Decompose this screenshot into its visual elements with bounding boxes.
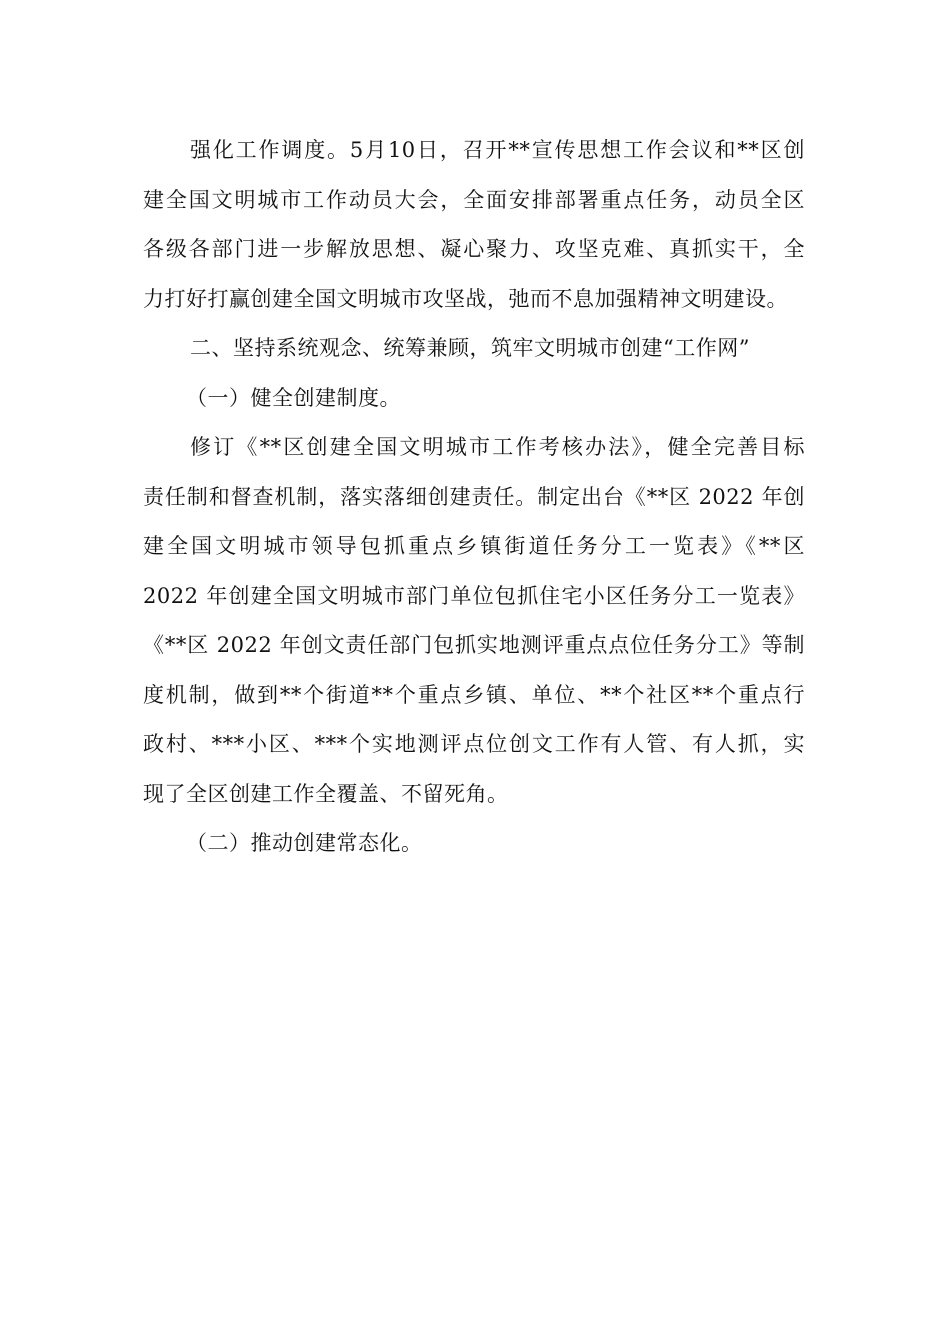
- subsection-heading: （二）推动创建常态化。: [186, 831, 423, 855]
- paragraph-line: 修订《**区创建全国文明城市工作考核办法》，健全完善目标: [190, 435, 805, 459]
- paragraph-line: 建全国文明城市领导包抓重点乡镇街道任务分工一览表》《**区: [143, 534, 805, 558]
- document-body: [143, 126, 805, 869]
- subsection-heading: （一）健全创建制度。: [186, 385, 401, 410]
- paragraph-line: 建全国文明城市工作动员大会，全面安排部署重点任务，动员全区: [143, 187, 805, 212]
- paragraph-line: 政村、***小区、***个实地测评点位创文工作有人管、有人抓，实: [143, 732, 805, 756]
- section-heading: 二、坚持系统观念、统筹兼顾，筑牢文明城市创建“工作网”: [190, 336, 750, 360]
- paragraph-line: 现了全区创建工作全覆盖、不留死角。: [143, 781, 509, 806]
- paragraph-line: 2022 年创建全国文明城市部门单位包抓住宅小区任务分工一览表》: [143, 583, 805, 608]
- paragraph-line: 强化工作调度。5月10日，召开**宣传思想工作会议和**区创: [190, 138, 805, 162]
- paragraph-line: 度机制，做到**个街道**个重点乡镇、单位、**个社区**个重点行: [143, 682, 805, 707]
- paragraph-line: 《**区 2022 年创文责任部门包抓实地测评重点点位任务分工》等制: [143, 633, 805, 657]
- paragraph-line: 责任制和督查机制，落实落细创建责任。制定出台《**区 2022 年创: [143, 484, 805, 509]
- paragraph-line: 各级各部门进一步解放思想、凝心聚力、攻坚克难、真抓实干，全: [143, 237, 805, 261]
- paragraph-line: 力打好打赢创建全国文明城市攻坚战，弛而不息加强精神文明建设。: [143, 286, 788, 311]
